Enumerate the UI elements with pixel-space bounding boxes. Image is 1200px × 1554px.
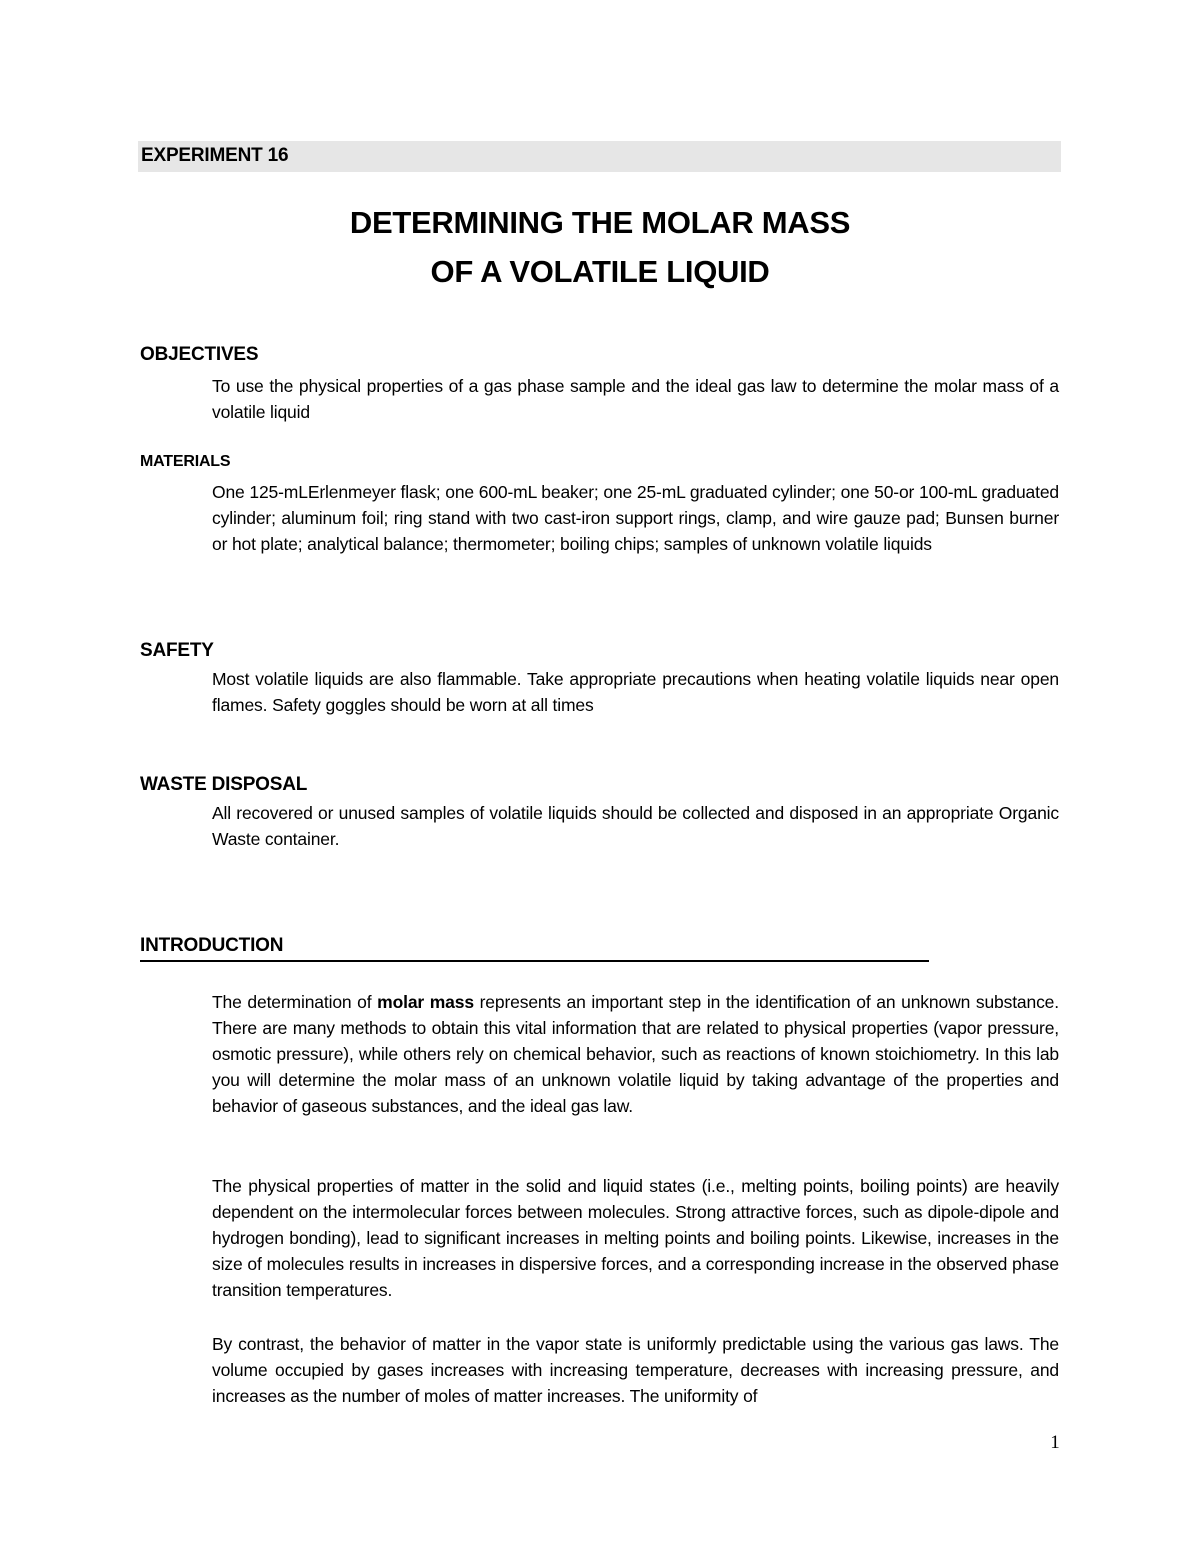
objectives-text: To use the physical properties of a gas phase sample and the ideal gas law to determine the molar mass of a volatile liquid [212, 376, 1059, 422]
page-number: 1 [1050, 1432, 1060, 1453]
safety-text: Most volatile liquids are also flammable. Take appropriate precautions when heating volatile liquids near open flames. Safety goggles should be worn at all times [212, 669, 1059, 715]
waste-disposal-heading: WASTE DISPOSAL [140, 774, 308, 795]
intro-p1-lead: The determination of [212, 992, 378, 1012]
molar-mass-term: molar mass [377, 992, 474, 1012]
introduction-heading: INTRODUCTION [140, 935, 284, 956]
safety-heading: SAFETY [140, 640, 214, 661]
objectives-heading: OBJECTIVES [140, 344, 259, 365]
materials-text: One 125-mLErlenmeyer flask; one 600-mL beaker; one 25-mL graduated cylinder; one 50-or 100-mL graduated cylinder; aluminum foil; ring stand with two cast-iron support rings, clamp, and wire gauze pad; Bunsen burner or hot plate; analytical balance; thermometer; boiling chips; samples of unknown volatile liquids [212, 482, 1059, 554]
intro-p1-rest: represents an important step in the identification of an unknown substance. There are many methods to obtain this vital information that are related to physical properties (vapor pressure, osmotic pressure), while others rely on chemical behavior, such as reactions of known stoichiometry. In this lab you will determine the molar mass of an unknown volatile liquid by taking advantage of the properties and behavior of gaseous substances, and the ideal gas law. [212, 992, 1059, 1116]
introduction-paragraph-2: The physical properties of matter in the solid and liquid states (i.e., melting points, boiling points) are heavily dependent on the intermolecular forces between molecules. Strong attractive forces, such as dipole-dipole and hydrogen bonding), lead to significant increases in melting points and boiling points. Likewise, increases in the size of molecules results in increases in dispersive forces, and a corresponding increase in the observed phase transition temperatures. [212, 1176, 1059, 1300]
introduction-paragraph-1 [212, 989, 1059, 1119]
waste-disposal-text: All recovered or unused samples of volatile liquids should be collected and disposed in an appropriate Organic Waste container. [212, 803, 1059, 849]
document-title-line-1: DETERMINING THE MOLAR MASS [349, 205, 851, 240]
introduction-heading-rule [140, 933, 929, 962]
experiment-header-bar [138, 141, 1061, 172]
materials-heading: MATERIALS [140, 453, 231, 470]
document-title-line-2: OF A VOLATILE LIQUID [430, 254, 770, 289]
experiment-label: EXPERIMENT 16 [141, 145, 289, 166]
introduction-paragraph-3: By contrast, the behavior of matter in the vapor state is uniformly predictable using the various gas laws. The volume occupied by gases increases with increasing temperature, decreases with increasing pressure, and increases as the number of moles of matter increases. The uniformity of [212, 1334, 1059, 1406]
